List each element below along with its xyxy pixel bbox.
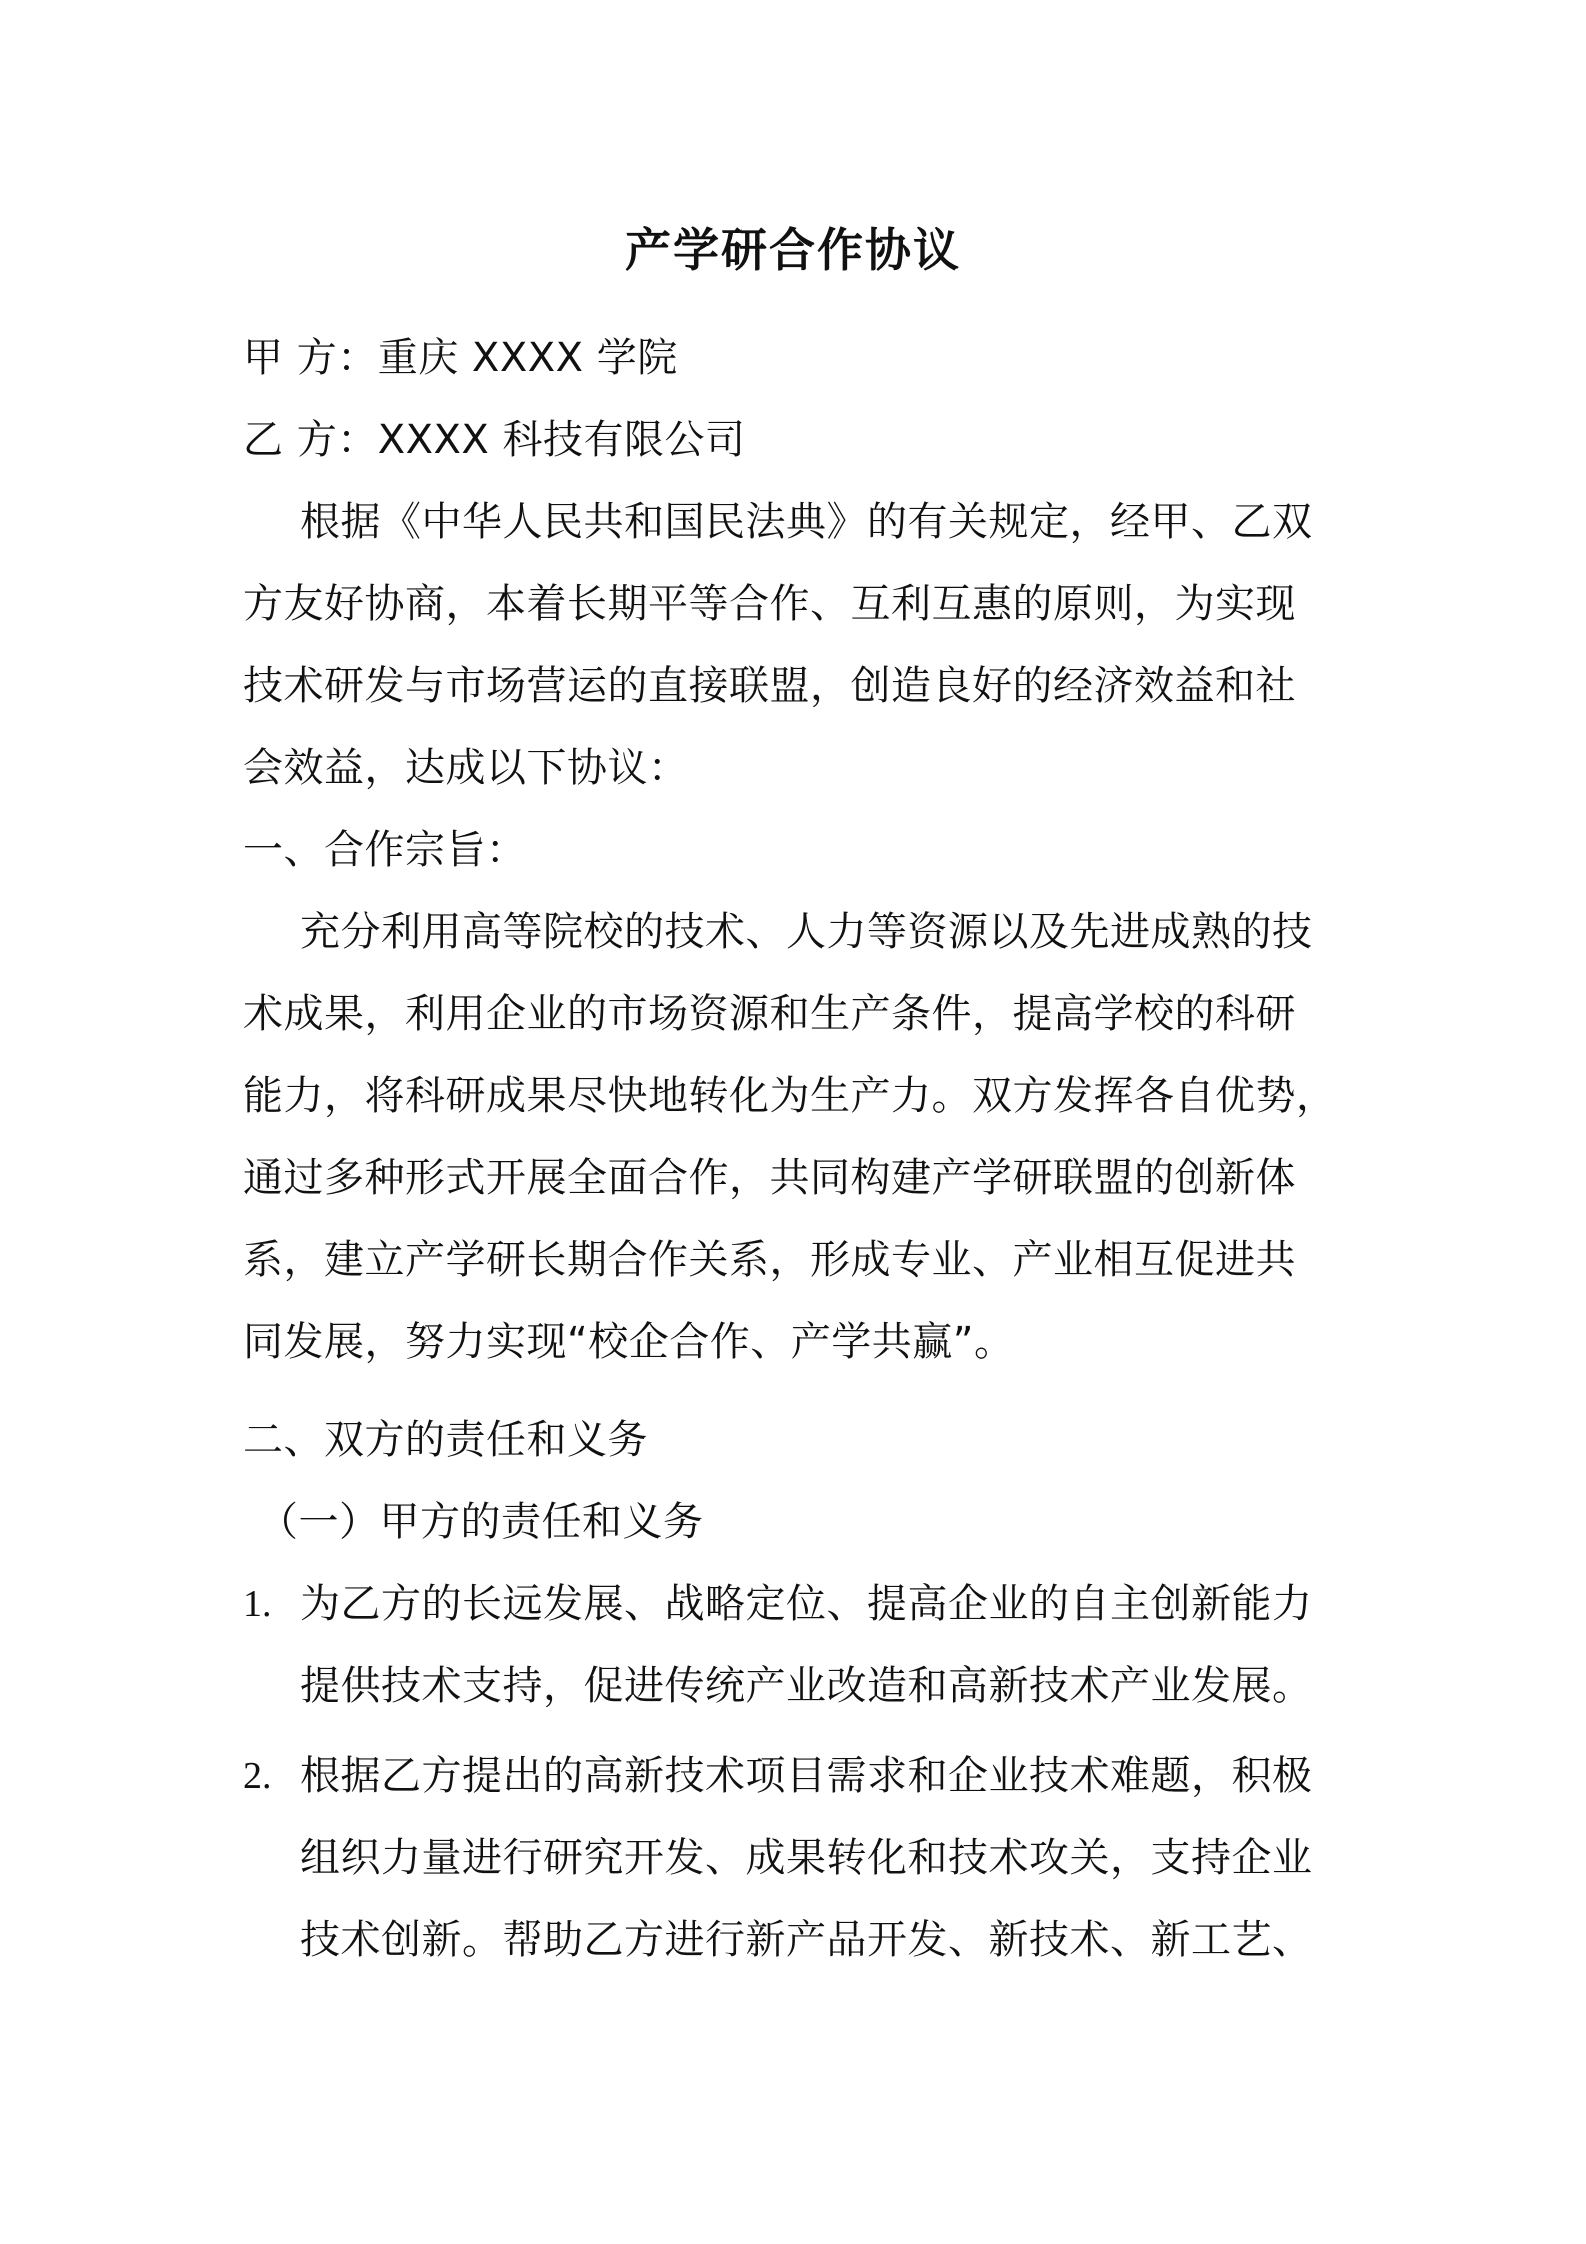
section-2-subheading: （一）甲方的责任和义务: [258, 1499, 704, 1545]
list-item-line: 根据乙方提出的高新技术项目需求和企业技术难题，积极: [300, 1753, 1313, 1799]
section-1-paragraph-line: 术成果，利用企业的市场资源和生产条件，提高学校的科研: [243, 991, 1296, 1037]
section-1-paragraph-line: 同发展，努力实现“校企合作、产学共赢”。: [243, 1319, 1015, 1365]
preamble-line: 方友好协商，本着长期平等合作、互利互惠的原则，为实现: [243, 581, 1296, 627]
section-1-heading: 一、合作宗旨：: [243, 827, 527, 873]
list-item-line: 提供技术支持，促进传统产业改造和高新技术产业发展。: [300, 1663, 1313, 1709]
section-1-paragraph-line: 能力，将科研成果尽快地转化为生产力。双方发挥各自优势，: [243, 1073, 1337, 1119]
list-item-line: 技术创新。帮助乙方进行新产品开发、新技术、新工艺、: [300, 1917, 1313, 1963]
preamble-line: 根据《中华人民共和国民法典》的有关规定，经甲、乙双: [300, 499, 1313, 545]
list-item-line: 为乙方的长远发展、战略定位、提高企业的自主创新能力: [300, 1581, 1313, 1627]
party-b: 乙 方：XXXX 科技有限公司: [243, 417, 746, 463]
section-2-heading: 二、双方的责任和义务: [243, 1417, 648, 1463]
section-1-paragraph-line: 系，建立产学研长期合作关系，形成专业、产业相互促进共: [243, 1237, 1296, 1283]
section-1-paragraph-line: 充分利用高等院校的技术、人力等资源以及先进成熟的技: [300, 909, 1313, 955]
document-title: 产学研合作协议: [625, 223, 961, 277]
list-item-number: 1.: [243, 1583, 272, 1625]
list-item-number: 2.: [243, 1755, 272, 1797]
preamble-line: 会效益，达成以下协议：: [243, 745, 689, 791]
section-1-paragraph-line: 通过多种形式开展全面合作，共同构建产学研联盟的创新体: [243, 1155, 1296, 1201]
party-a: 甲 方：重庆 XXXX 学院: [243, 335, 678, 381]
list-item-line: 组织力量进行研究开发、成果转化和技术攻关，支持企业: [300, 1835, 1313, 1881]
preamble-line: 技术研发与市场营运的直接联盟，创造良好的经济效益和社: [243, 663, 1296, 709]
